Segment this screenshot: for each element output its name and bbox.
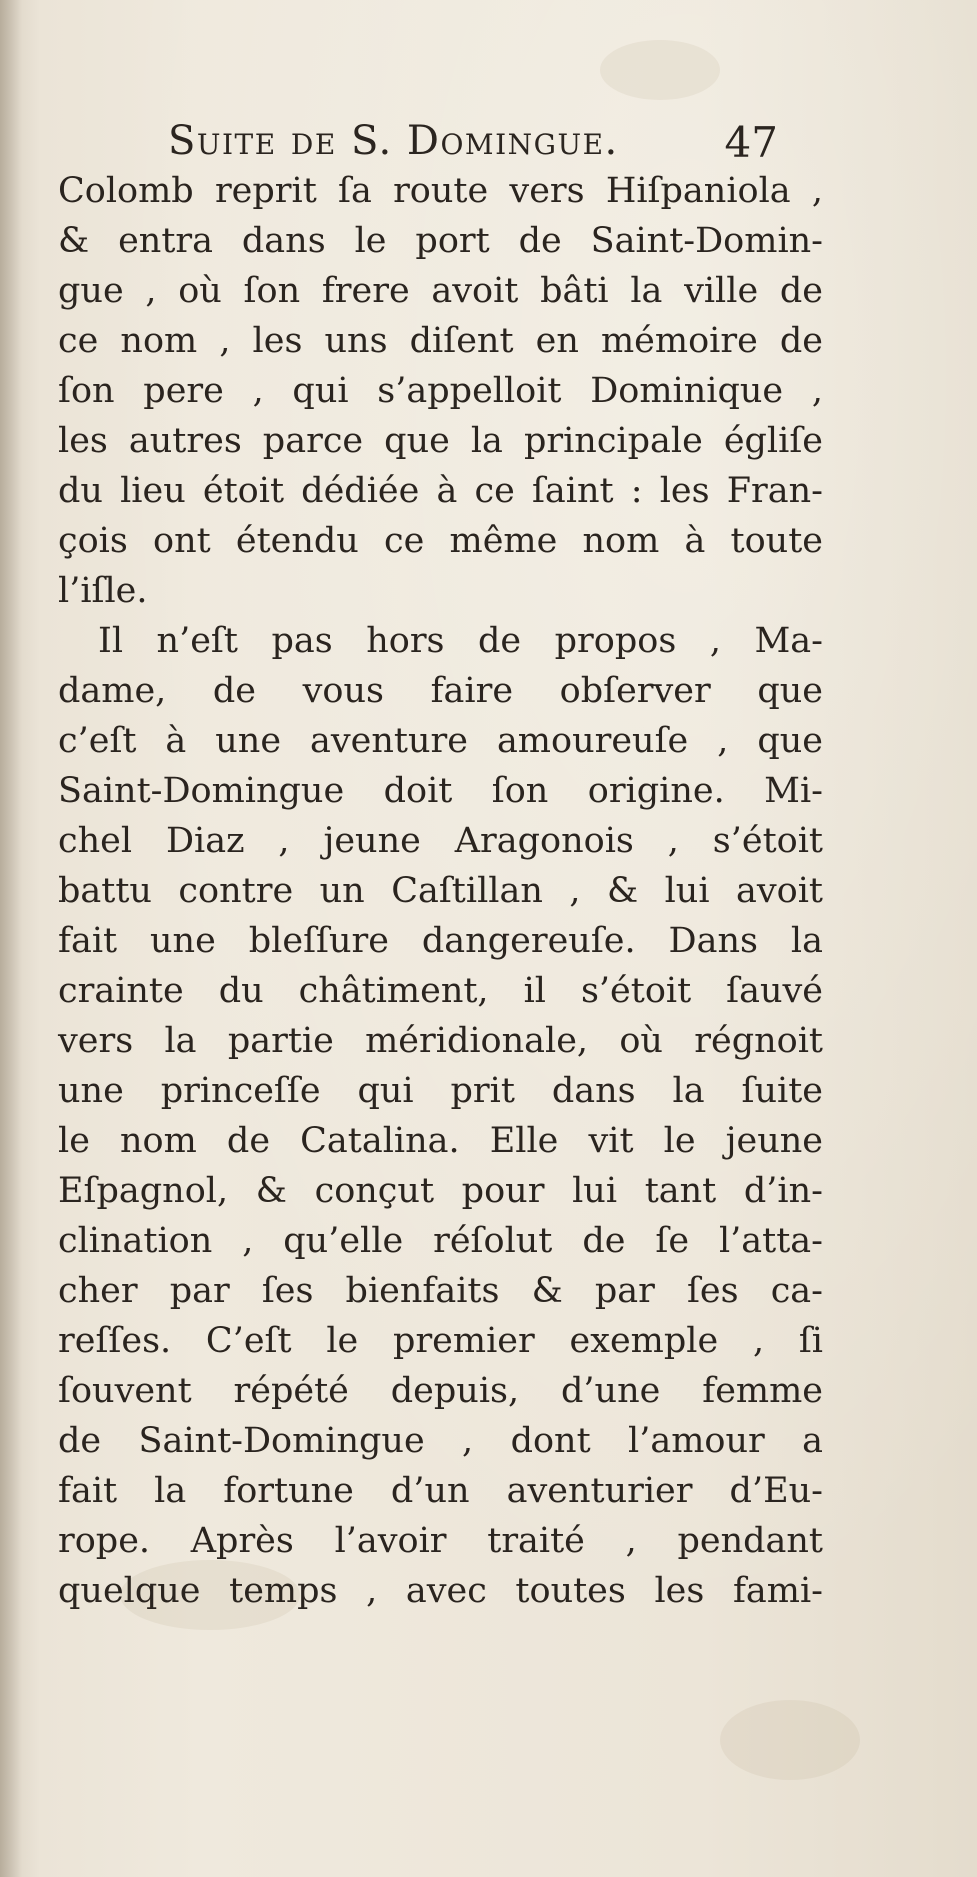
- text-line: du lieu étoit dédiée à ce ſaint : les Fran-: [58, 471, 823, 511]
- text-line: gue , où ſon frere avoit bâti la ville de: [58, 271, 823, 311]
- text-line: ce nom , les uns diſent en mémoire de: [58, 321, 823, 361]
- text-line: cher par ſes bienfaits & par ſes ca-: [58, 1271, 823, 1311]
- text-line: reſſes. C’eſt le premier exemple , ſi: [58, 1321, 823, 1361]
- running-head: Suite de S. Domingue.: [168, 118, 619, 164]
- text-line: vers la partie méridionale, où régnoit: [58, 1021, 823, 1061]
- paragraph-2: [58, 616, 823, 1616]
- text-line: Il n’eſt pas hors de propos , Ma-: [98, 621, 823, 661]
- text-line: quelque temps , avec toutes les fami-: [58, 1571, 823, 1611]
- paper-stain: [600, 40, 720, 100]
- text-line: une princeſſe qui prit dans la ſuite: [58, 1071, 823, 1111]
- spine-shadow: [0, 0, 22, 1877]
- text-line: battu contre un Caſtillan , & lui avoit: [58, 871, 823, 911]
- text-line: ſon pere , qui s’appelloit Dominique ,: [58, 371, 823, 411]
- text-line: Colomb reprit ſa route vers Hiſpaniola ,: [58, 171, 823, 211]
- text-line: c’eſt à une aventure amoureuſe , que: [58, 721, 823, 761]
- text-line: de Saint-Domingue , dont l’amour a: [58, 1421, 823, 1461]
- text-line: fait une bleſſure dangereuſe. Dans la: [58, 921, 823, 961]
- paper-stain: [720, 1700, 860, 1780]
- body-text: [58, 166, 823, 1616]
- text-line: fait la fortune d’un aventurier d’Eu-: [58, 1471, 823, 1511]
- text-line: le nom de Catalina. Elle vit le jeune: [58, 1121, 823, 1161]
- text-line: dame, de vous faire obſerver que: [58, 671, 823, 711]
- text-line: chel Diaz , jeune Aragonois , s’étoit: [58, 821, 823, 861]
- page-number: 47: [724, 118, 778, 167]
- text-line: & entra dans le port de Saint-Domin-: [58, 221, 823, 261]
- paragraph-1: [58, 166, 823, 616]
- text-line: les autres parce que la principale égliſe: [58, 421, 823, 461]
- text-line: ſouvent répété depuis, d’une femme: [58, 1371, 823, 1411]
- text-line: clination , qu’elle réſolut de ſe l’atta-: [58, 1221, 823, 1261]
- text-line: Saint-Domingue doit ſon origine. Mi-: [58, 771, 823, 811]
- text-line: l’iſle.: [58, 571, 148, 611]
- text-line: Eſpagnol, & conçut pour lui tant d’in-: [58, 1171, 823, 1211]
- text-line: crainte du châtiment, il s’étoit ſauvé: [58, 971, 823, 1011]
- text-line: rope. Après l’avoir traité , pendant: [58, 1521, 823, 1561]
- text-line: çois ont étendu ce même nom à toute: [58, 521, 823, 561]
